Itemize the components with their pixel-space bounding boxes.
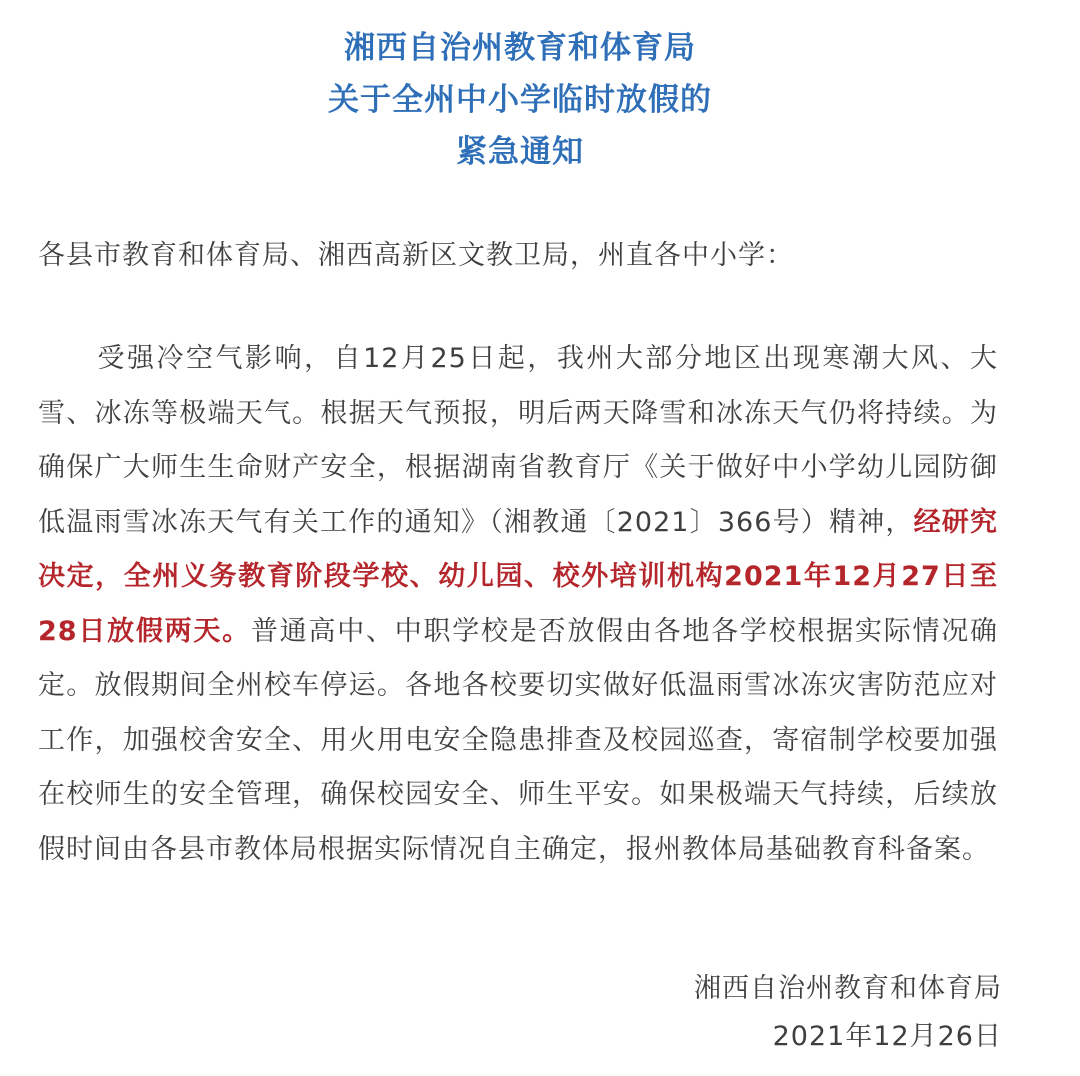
- decision-highlight: 经研究决定，全州义务教育阶段学校、幼儿园、校外培训机构2021年12月27日至28日放假两天。: [38, 506, 998, 647]
- signature-block: [694, 965, 1002, 1061]
- title-line-issuer: 湘西自治州教育和体育局: [344, 30, 696, 66]
- signature-issuer: 湘西自治州教育和体育局: [694, 973, 1002, 1004]
- title-line-subject: 关于全州中小学临时放假的: [328, 82, 712, 118]
- notice-body: [38, 332, 998, 877]
- signature-date: 2021年12月26日: [772, 1021, 1002, 1052]
- body-part-1: 受强冷空气影响，自12月25日起，我州大部分地区出现寒潮大风、大雪、冰冻等极端天气。根据天气预报，明后两天降雪和冰冻天气仍将持续。为确保广大师生生命财产安全，根据湖南省教育厅《关于做好中小学幼儿园防御低温雨雪冰冻天气有关工作的通知》（湘教通〔2021〕366号）精神，: [38, 343, 998, 538]
- salutation: 各县市教育和体育局、湘西高新区文教卫局，州直各中小学：: [38, 240, 794, 271]
- body-part-2: 普通高中、中职学校是否放假由各地各学校根据实际情况确定。放假期间全州校车停运。各地各校要切实做好低温雨雪冰冻灾害防范应对工作，加强校舍安全、用火用电安全隐患排查及校园巡查，寄宿制学校要加强在校师生的安全管理，确保校园安全、师生平安。如果极端天气持续，后续放假时间由各县市教体局根据实际情况自主确定，报州教体局基础教育科备案。: [38, 615, 999, 865]
- title-line-type: 紧急通知: [456, 134, 584, 170]
- notice-title: [0, 22, 1040, 178]
